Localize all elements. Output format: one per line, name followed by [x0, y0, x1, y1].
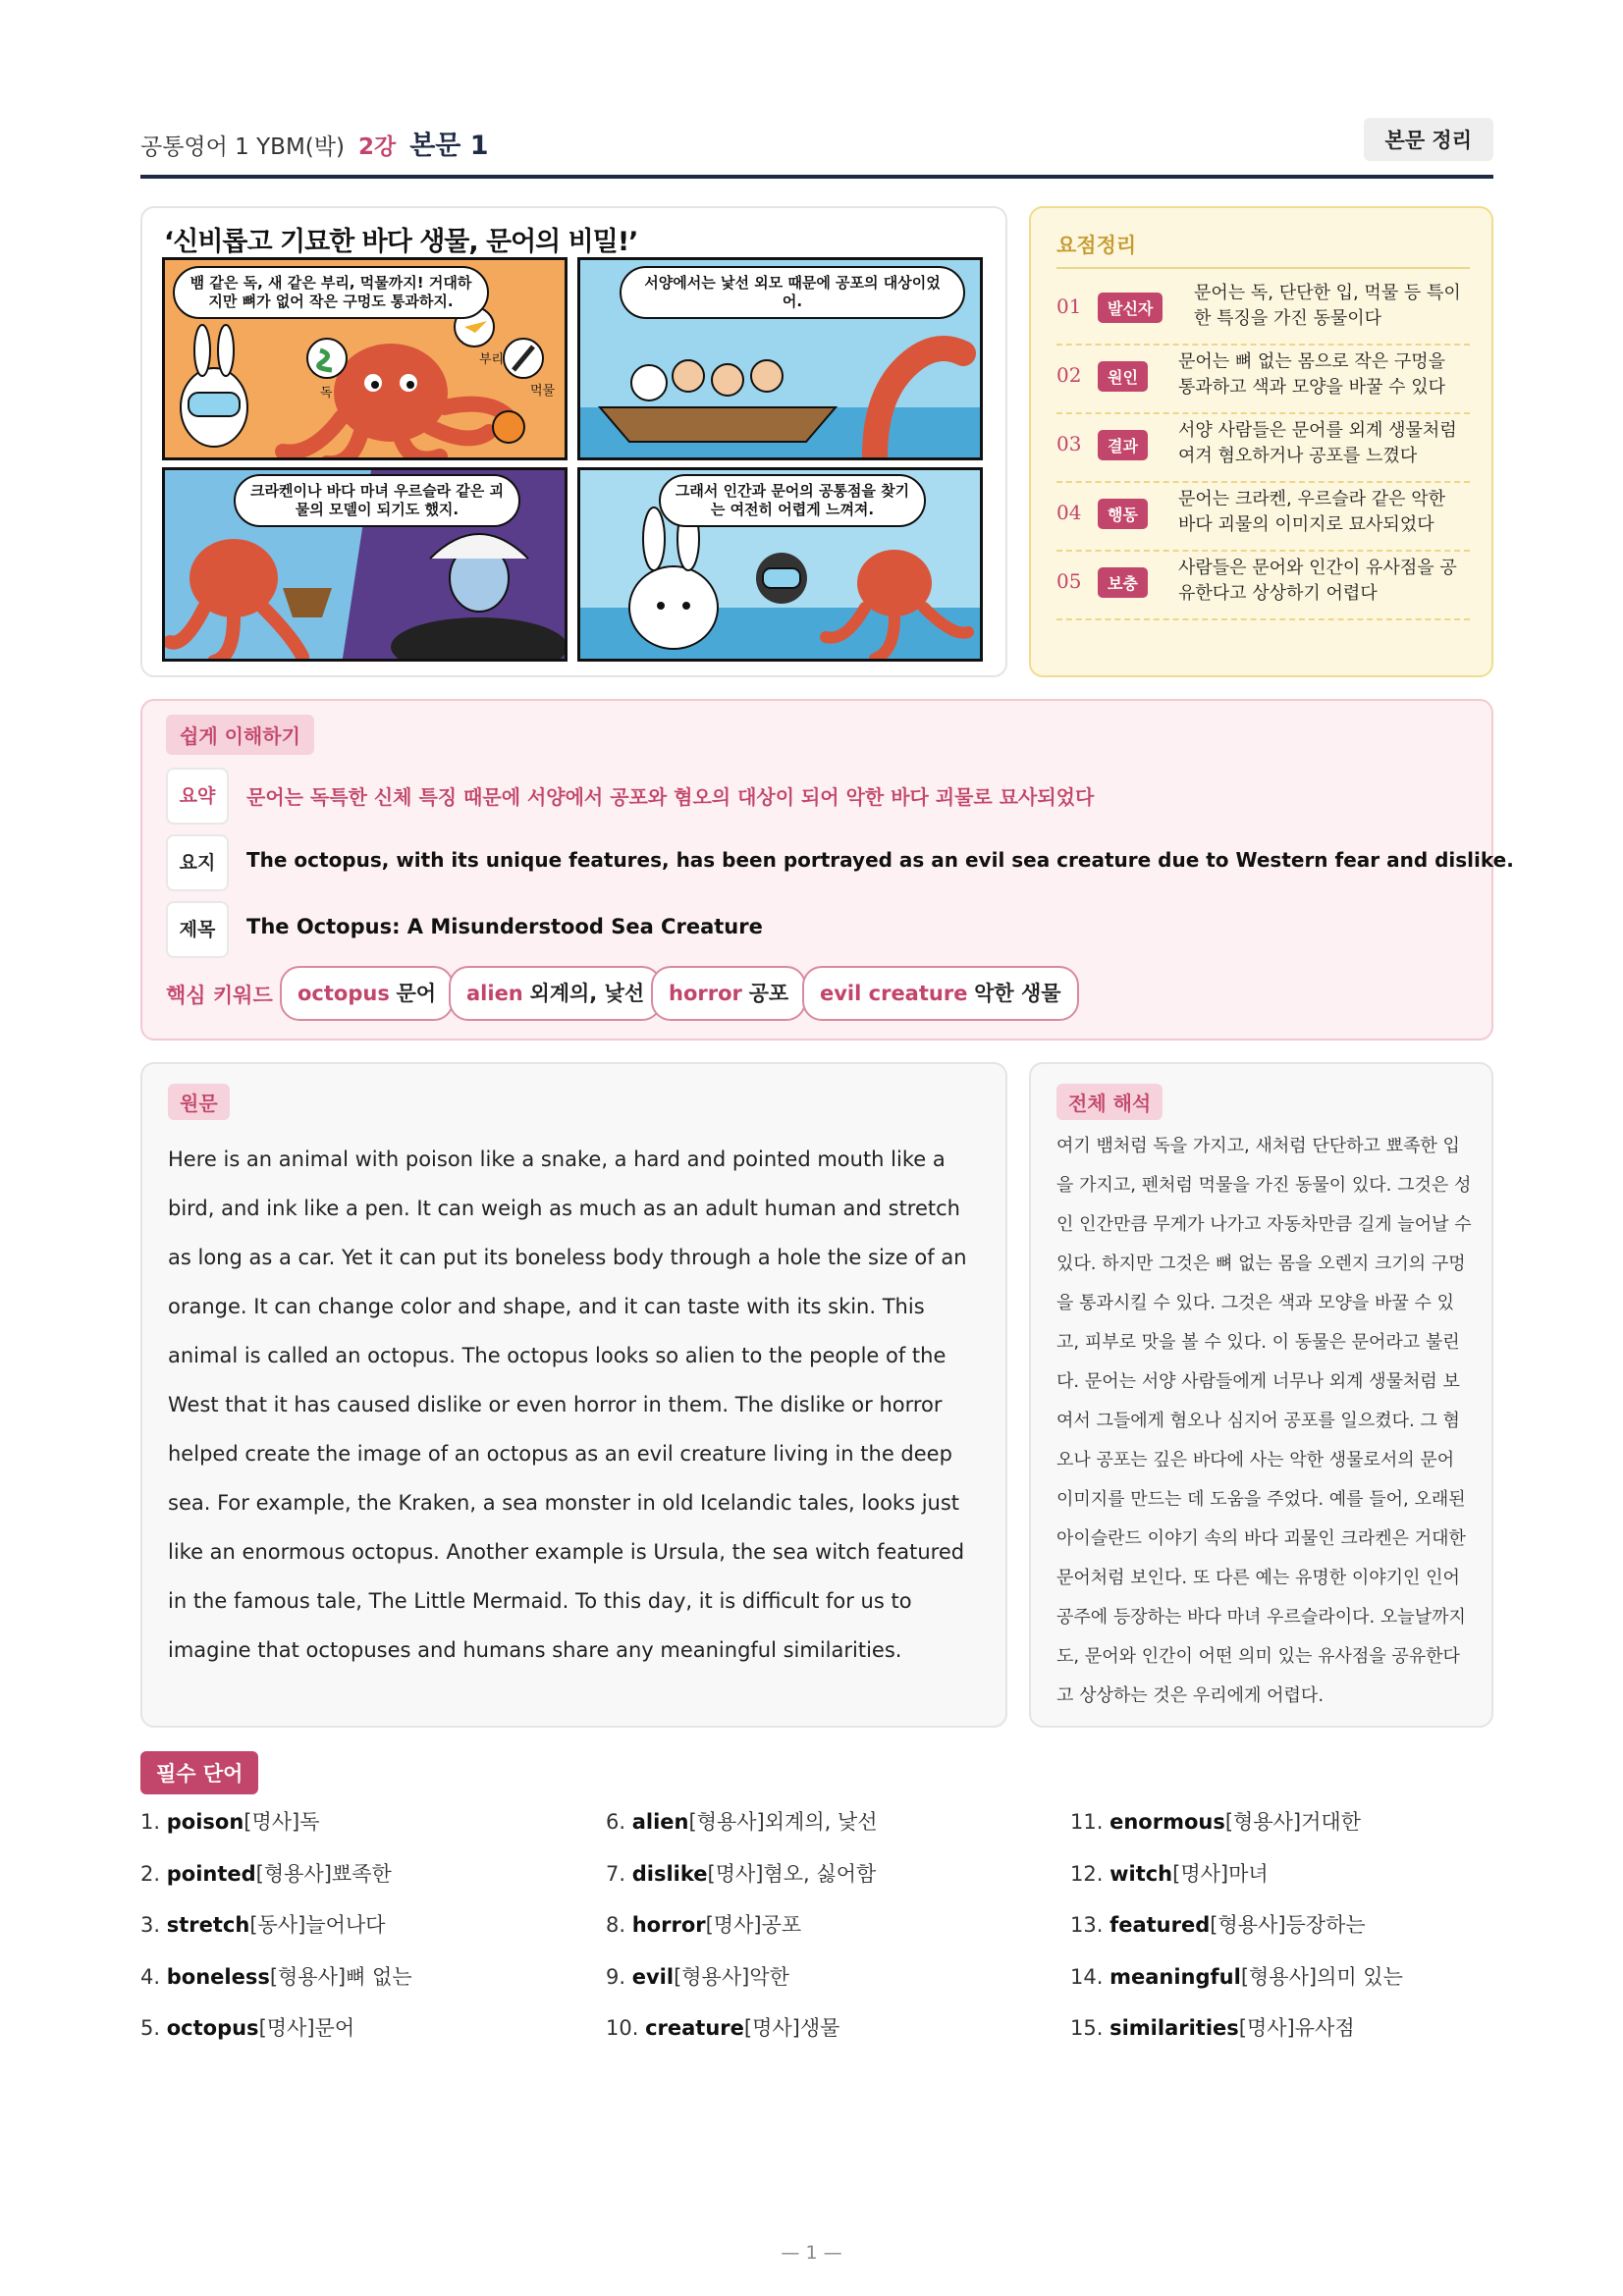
- vocab-pos: [명사]: [743, 2016, 800, 2040]
- key-point-text: 서양 사람들은 문어를 외계 생물처럼 여겨 혐오하거나 공포를 느꼈다: [1178, 420, 1457, 467]
- vocab-number: 10.: [606, 2016, 639, 2040]
- vocab-number: 12.: [1070, 1861, 1104, 1886]
- vocab-pos: [형용사]: [674, 1964, 750, 1989]
- lesson-number: 2강: [357, 134, 397, 160]
- key-point-number: 03: [1056, 432, 1082, 455]
- keyword-chip: [449, 966, 662, 1021]
- gist-text: The octopus, with its unique features, has been portrayed as an evil sea creature due to Western fear and dislike.: [246, 848, 1514, 872]
- label-beak: 부리: [479, 352, 505, 367]
- vocab-column: [1070, 1806, 1502, 2064]
- vocab-number: 1.: [140, 1810, 161, 1834]
- vocab-pos: [동사]: [249, 1913, 306, 1937]
- vocab-word: dislike: [631, 1861, 708, 1886]
- vocab-word: alien: [631, 1810, 689, 1834]
- vocab-item: [140, 1806, 572, 1858]
- vocab-item: [1070, 2012, 1502, 2064]
- key-point-tag: 결과: [1098, 430, 1148, 460]
- translation-box: [1029, 1062, 1493, 1728]
- vocab-item: [1070, 1909, 1502, 1961]
- page-title: 본문 1: [409, 131, 489, 161]
- vocab-number: 13.: [1070, 1913, 1104, 1937]
- vocab-number: 4.: [140, 1964, 161, 1989]
- speech-bubble-2: 서양에서는 낯선 외모 때문에 공포의 대상이었어.: [620, 266, 965, 319]
- vocab-item: [140, 1909, 572, 1961]
- vocab-item: [606, 2012, 1038, 2064]
- vocab-item: [606, 1858, 1038, 1910]
- vocab-meaning: 마녀: [1228, 1861, 1269, 1886]
- vocab-meaning: 독: [299, 1810, 320, 1834]
- vocab-meaning: 악한: [749, 1964, 789, 1989]
- keyword-ko: 공포: [748, 982, 789, 1005]
- key-point-item: [1056, 481, 1470, 552]
- vocab-item: [1070, 1858, 1502, 1910]
- comic-title: ‘신비롭고 기묘한 바다 생물, 문어의 비밀!’: [164, 227, 638, 257]
- vocab-word: similarities: [1109, 2016, 1239, 2040]
- vocab-pos: [형용사]: [1210, 1913, 1286, 1937]
- keyword-ko: 악한 생물: [974, 982, 1061, 1005]
- vocab-pos: [형용사]: [1224, 1810, 1302, 1834]
- vocab-word: poison: [166, 1810, 244, 1834]
- keyword-en: evil creature: [820, 982, 968, 1005]
- key-point-tag: 발신자: [1098, 293, 1163, 323]
- vocab-number: 6.: [606, 1810, 626, 1834]
- vocab-word: evil: [631, 1964, 675, 1989]
- comic-box: [140, 206, 1007, 677]
- comic-panel-4: [577, 467, 983, 662]
- comic-panel-1: [162, 257, 568, 460]
- vocab-item: [140, 1961, 572, 2013]
- speech-bubble-1: 뱀 같은 독, 새 같은 부리, 먹물까지! 거대하지만 뼈가 없어 작은 구멍도 통과하지.: [173, 266, 489, 319]
- keyword-chip: [802, 966, 1079, 1021]
- vocab-pos: [형용사]: [269, 1964, 347, 1989]
- original-passage: Here is an animal with poison like a snake, a hard and pointed mouth like a bird, and ink like a pen. It can weigh as much as an adult human and stretch as long as a car. Yet it can put its boneless body through a hole the size of an orange. It can change color and shape, and it can taste with its skin. This animal is called an octopus. The octopus looks so alien to the people of the West that it has caused dislike or even horror in them. The dislike or horror helped create the image of an octopus as an evil creature living in the deep sea. For example, the Kraken, a sea monster in old Icelandic tales, looks just like an enormous octopus. Another example is Ursula, the sea witch featured in the famous tale, The Little Mermaid. To this day, it is difficult for us to imagine that octopuses and humans share any meaningful similarities.: [168, 1148, 967, 1662]
- label-ink: 먹물: [530, 384, 556, 399]
- vocab-word: witch: [1109, 1861, 1173, 1886]
- vocab-meaning: 의미 있는: [1317, 1964, 1403, 1989]
- divider: [1056, 267, 1470, 269]
- vocab-column: [140, 1806, 572, 2064]
- vocab-word: meaningful: [1109, 1964, 1241, 1989]
- keyword-en: alien: [466, 982, 523, 1005]
- vocab-word: pointed: [166, 1861, 256, 1886]
- vocab-number: 9.: [606, 1964, 626, 1989]
- key-point-text: 문어는 크라켄, 우르슬라 같은 악한 바다 괴물의 이미지로 묘사되었다: [1178, 489, 1446, 536]
- gist-tag: 요지: [166, 834, 229, 891]
- summary-tag: 요약: [166, 768, 229, 825]
- vocab-pos: [명사]: [258, 2016, 315, 2040]
- speech-bubble-3: 크라켄이나 바다 마녀 우르슬라 같은 괴물의 모델이 되기도 했지.: [234, 474, 520, 527]
- vocab-pos: [명사]: [707, 1861, 764, 1886]
- vocab-meaning: 뾰족한: [331, 1861, 392, 1886]
- page-number: — 1 —: [781, 2242, 842, 2264]
- vocab-word: featured: [1109, 1913, 1211, 1937]
- vocab-number: 2.: [140, 1861, 161, 1886]
- vocab-meaning: 혐오, 싫어함: [763, 1861, 877, 1886]
- vocab-word: horror: [631, 1913, 706, 1937]
- vocab-number: 15.: [1070, 2016, 1104, 2040]
- vocab-number: 11.: [1070, 1810, 1104, 1834]
- vocab-column: [606, 1806, 1038, 2064]
- speech-bubble-4: 그래서 인간과 문어의 공통점을 찾기는 여전히 어렵게 느껴져.: [659, 474, 926, 527]
- vocab-pos: [형용사]: [688, 1810, 765, 1834]
- key-point-item: [1056, 275, 1470, 346]
- course-name: 공통영어 1 YBM(박): [140, 134, 345, 160]
- keyword-ko: 외계의, 낯선: [529, 982, 645, 1005]
- keyword-chip: [651, 966, 806, 1021]
- key-point-number: 02: [1056, 363, 1082, 387]
- translation-passage: 여기 뱀처럼 독을 가지고, 새처럼 단단하고 뾰족한 입을 가지고, 펜처럼 먹물을 가진 동물이 있다. 그것은 성인 인간만큼 무게가 나가고 자동차만큼 길게 늘어날 수 있다. 하지만 그것은 뼈 없는 몸을 오렌지 크기의 구멍을 통과시킬 수 있다. 그것은 색과 모양을 바꿀 수 있고, 피부로 맛을 볼 수 있다. 이 동물은 문어라고 불린다. 문어는 서양 사람들에게 너무나 외계 생물처럼 보여서 그들에게 혐오나 심지어 공포를 일으켰다. 그 혐오나 공포는 깊은 바다에 사는 악한 생물로서의 문어 이미지를 만드는 데 도움을 주었다. 예를 들어, 오래된 아이슬란드 이야기 속의 바다 괴물인 크라켄은 거대한 문어처럼 보인다. 또 다른 예는 유명한 이야기인 인어공주에 등장하는 바다 마녀 우르슬라이다. 오늘날까지도, 문어와 인간이 어떤 의미 있는 유사점을 공유한다고 상상하는 것은 우리에게 어렵다.: [1056, 1136, 1472, 1706]
- vocab-number: 3.: [140, 1913, 161, 1937]
- key-point-number: 05: [1056, 569, 1082, 593]
- key-point-number: 04: [1056, 501, 1082, 524]
- vocab-word: octopus: [166, 2016, 259, 2040]
- vocab-label: 필수 단어: [140, 1751, 258, 1794]
- key-point-item: [1056, 344, 1470, 414]
- vocab-number: 8.: [606, 1913, 626, 1937]
- original-text-box: [140, 1062, 1007, 1728]
- vocab-item: [140, 2012, 572, 2064]
- vocab-meaning: 유사점: [1294, 2016, 1355, 2040]
- vocab-item: [1070, 1806, 1502, 1858]
- vocab-meaning: 문어: [314, 2016, 355, 2040]
- vocab-meaning: 외계의, 낯선: [764, 1810, 878, 1834]
- section-label: 원문: [168, 1084, 230, 1120]
- vocab-meaning: 등장하는: [1285, 1913, 1366, 1937]
- label-poison: 독: [320, 386, 333, 400]
- vocab-item: [140, 1858, 572, 1910]
- title-tag: 제목: [166, 901, 229, 958]
- vocab-word: enormous: [1109, 1810, 1225, 1834]
- vocab-meaning: 뼈 없는: [346, 1964, 412, 1989]
- section-label: 전체 해석: [1056, 1084, 1163, 1120]
- vocab-item: [606, 1961, 1038, 2013]
- key-point-tag: 보충: [1098, 567, 1148, 598]
- vocab-number: 14.: [1070, 1964, 1104, 1989]
- key-point-number: 01: [1056, 294, 1082, 318]
- vocab-meaning: 늘어나다: [305, 1913, 386, 1937]
- keyword-ko: 문어: [396, 982, 437, 1005]
- vocab-word: boneless: [166, 1964, 270, 1989]
- vocab-number: 5.: [140, 2016, 161, 2040]
- vocab-word: stretch: [166, 1913, 250, 1937]
- vocab-meaning: 생물: [799, 2016, 840, 2040]
- key-point-text: 문어는 뼈 없는 몸으로 작은 구멍을 통과하고 색과 모양을 바꿀 수 있다: [1178, 351, 1446, 399]
- vocab-meaning: 거대한: [1301, 1810, 1361, 1834]
- key-point-item: [1056, 550, 1470, 620]
- vocab-pos: [명사]: [1172, 1861, 1229, 1886]
- summary-text: 문어는 독특한 신체 특징 때문에 서양에서 공포와 혐오의 대상이 되어 악한 바다 괴물로 묘사되었다: [246, 785, 1095, 809]
- vocab-number: 7.: [606, 1861, 626, 1886]
- key-point-tag: 원인: [1098, 361, 1148, 392]
- vocab-pos: [명사]: [705, 1913, 762, 1937]
- vocab-meaning: 공포: [761, 1913, 802, 1937]
- key-points-title: 요점정리: [1056, 234, 1137, 257]
- keyword-en: horror: [669, 982, 742, 1005]
- key-point-item: [1056, 412, 1470, 483]
- key-point-text: 사람들은 문어와 인간이 유사점을 공유한다고 상상하기 어렵다: [1178, 558, 1457, 605]
- section-badge: 본문 정리: [1364, 118, 1493, 161]
- page-header: [140, 116, 1493, 179]
- comic-panel-3: [162, 467, 568, 662]
- easy-understanding-box: [140, 699, 1514, 1041]
- header-left: [140, 124, 489, 162]
- keyword-chip: [280, 966, 454, 1021]
- vocab-pos: [명사]: [243, 1810, 300, 1834]
- vocab-item: [1070, 1961, 1502, 2013]
- vocab-word: creature: [645, 2016, 744, 2040]
- key-points-box: [1029, 206, 1493, 677]
- key-point-text: 문어는 독, 단단한 입, 먹물 등 특이한 특징을 가진 동물이다: [1194, 283, 1461, 330]
- title-text: The Octopus: A Misunderstood Sea Creature: [246, 915, 763, 938]
- vocab-pos: [형용사]: [1240, 1964, 1318, 1989]
- keyword-en: octopus: [298, 982, 390, 1005]
- vocab-pos: [형용사]: [255, 1861, 332, 1886]
- vocab-item: [606, 1909, 1038, 1961]
- key-point-tag: 행동: [1098, 499, 1148, 529]
- vocab-pos: [명사]: [1238, 2016, 1295, 2040]
- comic-panel-2: [577, 257, 983, 460]
- vocab-item: [606, 1806, 1038, 1858]
- section-label: 쉽게 이해하기: [166, 715, 314, 755]
- keywords-label: 핵심 키워드: [166, 984, 273, 1007]
